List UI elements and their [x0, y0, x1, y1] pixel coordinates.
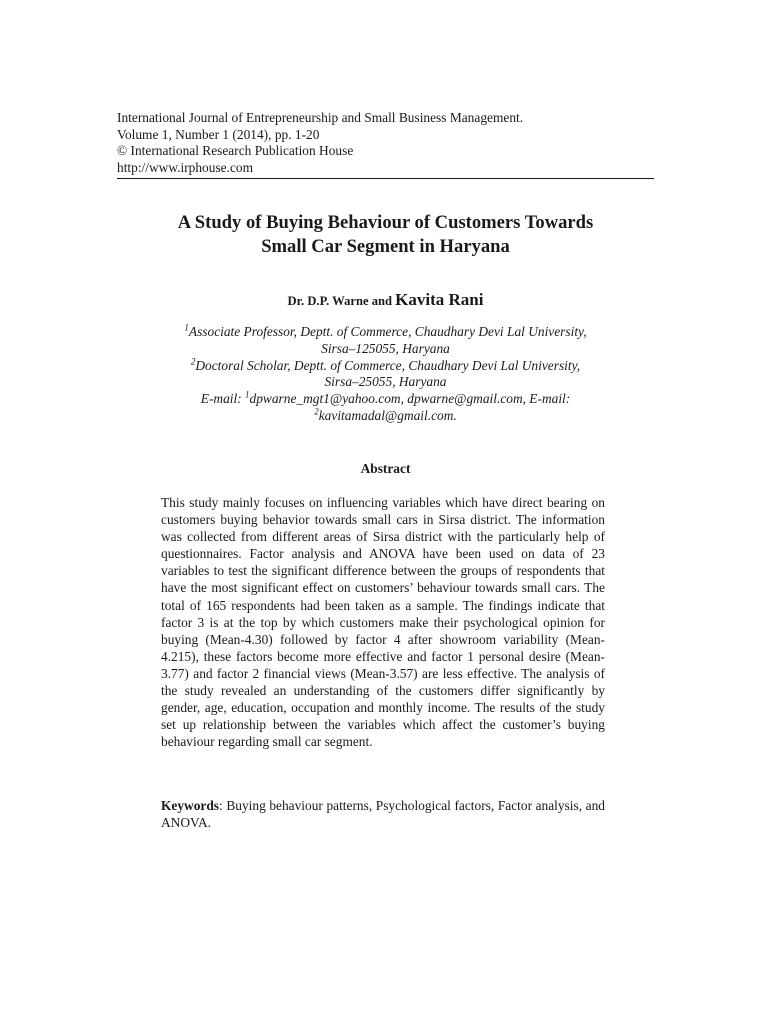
- email-line-2: [117, 408, 654, 425]
- keywords-text: : Buying behaviour patterns, Psychological factors, Factor analysis, and ANOVA.: [161, 798, 605, 831]
- paper-title: [117, 211, 654, 259]
- journal-publisher: © International Research Publication House: [117, 143, 354, 158]
- affiliation-1-line-1: Associate Professor, Deptt. of Commerce, Chaudhary Devi Lal University,: [188, 324, 587, 339]
- affiliation-2: [117, 358, 654, 375]
- affiliation-2-line-1: Doctoral Scholar, Deptt. of Commerce, Chaudhary Devi Lal University,: [195, 357, 581, 373]
- affiliation-1-marker: 1: [184, 322, 189, 333]
- journal-header: [117, 110, 654, 179]
- paper-title-line-1: A Study of Buying Behaviour of Customers Towards: [177, 212, 594, 233]
- journal-url[interactable]: http://www.irphouse.com: [117, 159, 253, 175]
- email-line: [117, 391, 654, 408]
- journal-volume: Volume 1, Number 1 (2014), pp. 1-20: [117, 126, 320, 142]
- affiliations: [117, 324, 654, 425]
- abstract-heading: Abstract: [360, 461, 411, 476]
- paper-title-line-2: Small Car Segment in Haryana: [261, 236, 510, 257]
- author-line: [117, 290, 654, 311]
- author-first: Dr. D.P. Warne and: [287, 294, 393, 308]
- email-prefix: E-mail:: [200, 391, 246, 407]
- abstract-text: This study mainly focuses on influencing variables which have direct bearing on customers buying behavior towards small cars in Sirsa district. The information was collected from different areas of Sirsa district with the particularly help of questionnaires. Factor analysis and ANOVA have been used on data of 23 variables to test the significant difference between the groups of respondents that have the most significant effect on customers’ behaviour towards small cars. The total of 165 respondents had been taken as a sample. The findings indicate that factor 3 is at the top by which customers make their psychological opinion for buying (Mean-4.30) followed by factor 4 after showroom variability (Mean-4.215), these factors become more effective and factor 1 personal desire (Mean-3.77) and factor 2 financial views (Mean-3.57) are less effective. The analysis of the study revealed an understanding of the customers differ significantly by gender, age, education, occupation and monthly income. The results of the study set up relationship between the variables which affect the customer’s buying behaviour regarding small car segment.: [161, 495, 605, 750]
- affiliation-1: [117, 324, 654, 341]
- email-marker-1: 1: [245, 389, 250, 400]
- affiliation-2-marker: 2: [190, 356, 196, 367]
- email-marker-2: 2: [314, 406, 319, 417]
- email-addresses-1[interactable]: dpwarne_mgt1@yahoo.com, dpwarne@gmail.com, E-mail:: [249, 391, 571, 407]
- email-address-2[interactable]: kavitamadal@gmail.com.: [318, 407, 457, 423]
- keywords: [161, 797, 605, 831]
- journal-name: International Journal of Entrepreneurship and Small Business Management.: [117, 110, 524, 125]
- affiliation-1-line-2: Sirsa–125055, Haryana: [321, 340, 450, 356]
- author-second: Kavita Rani: [395, 290, 484, 309]
- affiliation-2-line-2: Sirsa–25055, Haryana: [324, 374, 447, 390]
- keywords-label: Keywords: [161, 798, 220, 813]
